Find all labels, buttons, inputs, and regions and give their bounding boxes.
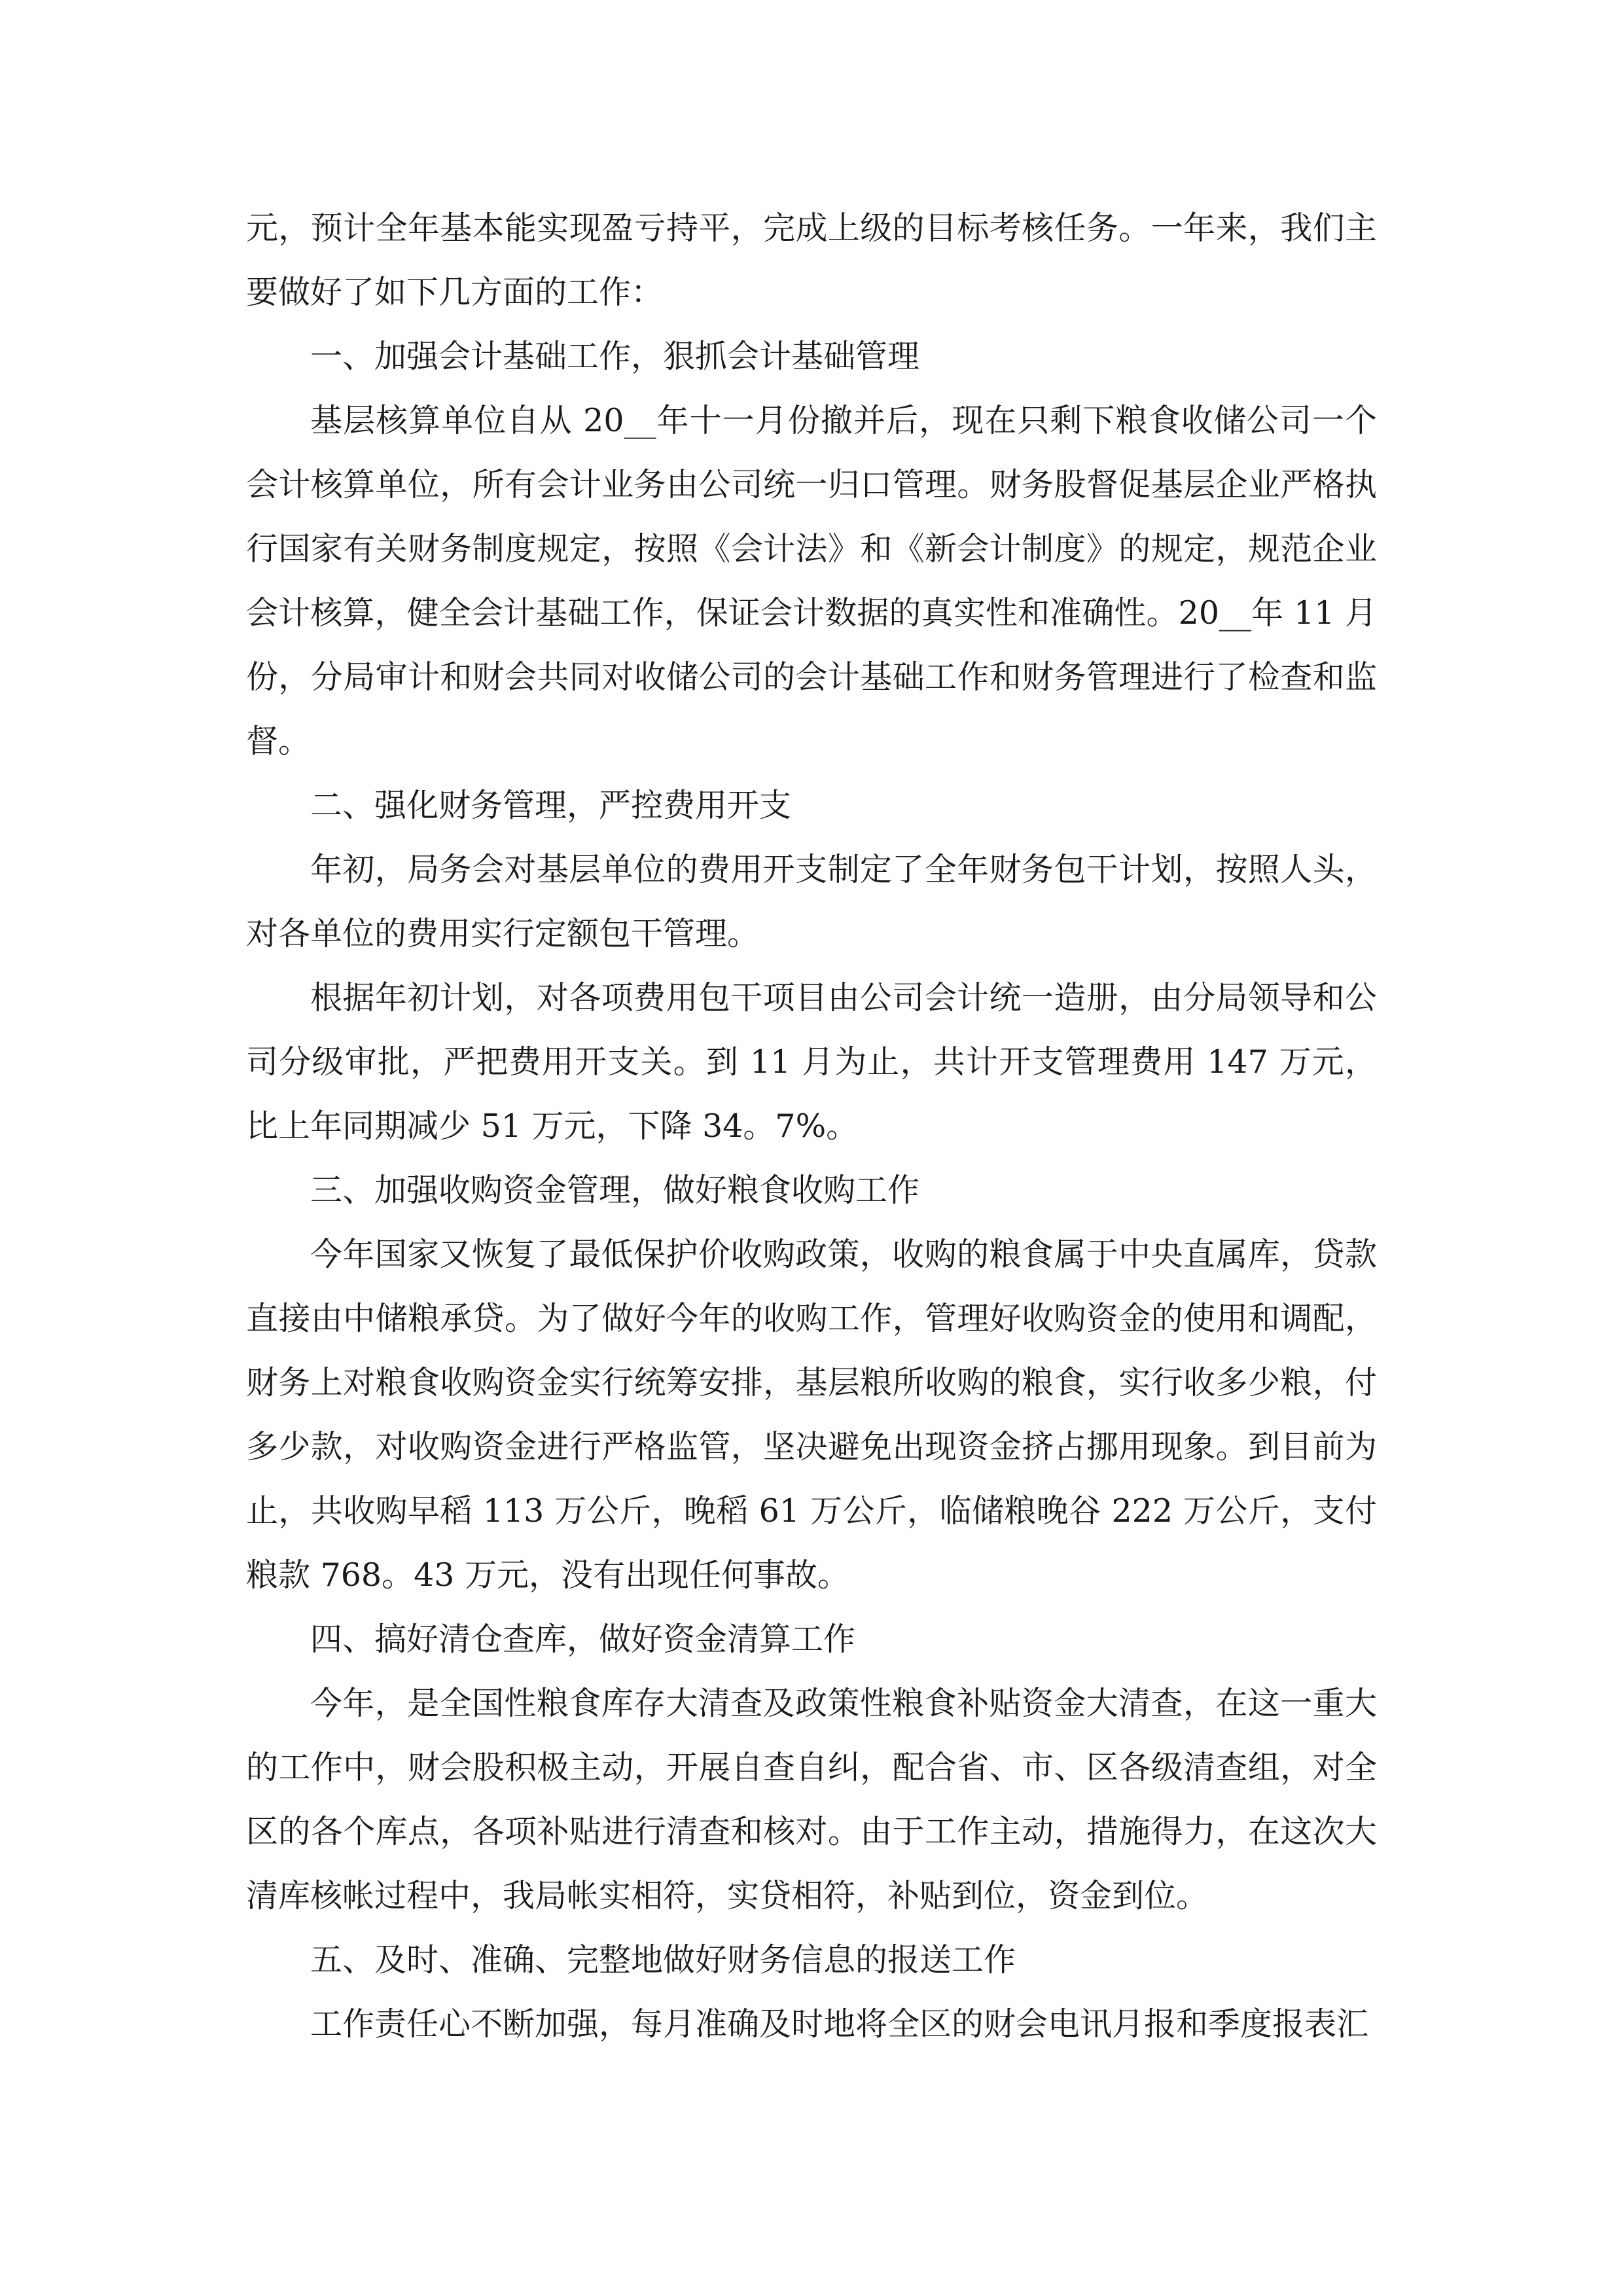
paragraph-intro-continuation: 元，预计全年基本能实现盈亏持平，完成上级的目标考核任务。一年来，我们主要做好了如下几方面的工作：	[246, 209, 1377, 311]
document-body	[246, 196, 1377, 2056]
section-heading-5: 五、及时、准确、完整地做好财务信息的报送工作	[310, 1941, 1016, 1979]
paragraph-accounting-basics: 基层核算单位自从 20__年十一月份撤并后，现在只剩下粮食收储公司一个会计核算单位，所有会计业务由公司统一归口管理。财务股督促基层企业严格执行国家有关财务制度规定，按照《会计法》和《新会计制度》的规定，规范企业会计核算，健全会计基础工作，保证会计数据的真实性和准确性。20__年 11 月份，分局审计和财会共同对收储公司的会计基础工作和财务管理进行了检查和监督。	[246, 402, 1377, 760]
paragraph-purchase-funds: 今年国家又恢复了最低保护价收购政策，收购的粮食属于中央直属库，贷款直接由中储粮承贷。为了做好今年的收购工作，管理好收购资金的使用和调配，财务上对粮食收购资金实行统筹安排，基层粮所收购的粮食，实行收多少粮，付多少款，对收购资金进行严格监管，坚决避免出现资金挤占挪用现象。到目前为止，共收购早稻 113 万公斤，晚稻 61 万公斤，临储粮晚谷 222 万公斤，支付粮款 768。43 万元，没有出现任何事故。	[246, 1236, 1377, 1594]
section-heading-2: 二、强化财务管理，严控费用开支	[310, 787, 792, 824]
section-heading-4: 四、搞好清仓查库，做好资金清算工作	[310, 1621, 856, 1658]
section-heading-1: 一、加强会计基础工作，狠抓会计基础管理	[310, 338, 920, 375]
section-heading-3: 三、加强收购资金管理，做好粮食收购工作	[310, 1172, 920, 1209]
paragraph-reporting: 工作责任心不断加强，每月准确及时地将全区的财会电讯月报和季度报表汇	[310, 2005, 1369, 2043]
paragraph-budget-plan: 年初，局务会对基层单位的费用开支制定了全年财务包干计划，按照人头，对各单位的费用实行定额包干管理。	[246, 851, 1377, 952]
paragraph-inventory-check: 今年，是全国性粮食库存大清查及政策性粮食补贴资金大清查，在这一重大的工作中，财会股积极主动，开展自查自纠，配合省、市、区各级清查组，对全区的各个库点，各项补贴进行清查和核对。由于工作主动，措施得力，在这次大清库核帐过程中，我局帐实相符，实贷相符，补贴到位，资金到位。	[246, 1685, 1377, 1914]
paragraph-expense-control: 根据年初计划，对各项费用包干项目由公司会计统一造册，由分局领导和公司分级审批，严把费用开支关。到 11 月为止，共计开支管理费用 147 万元，比上年同期减少 51 万元，下降 34。7%。	[246, 979, 1377, 1145]
